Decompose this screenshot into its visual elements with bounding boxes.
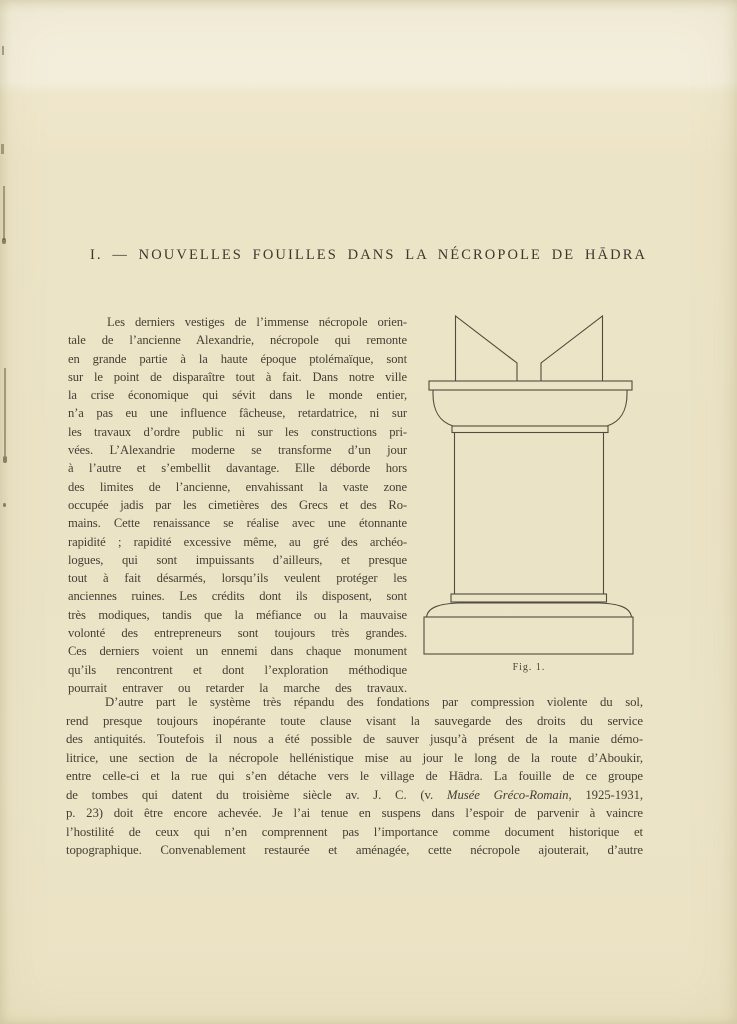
altar-fillet-shape xyxy=(452,426,608,433)
figure-caption: Fig. 1. xyxy=(512,662,546,673)
text-line xyxy=(68,368,407,386)
text-line xyxy=(68,587,407,605)
text-line xyxy=(66,693,643,712)
binding-stitch xyxy=(3,503,6,507)
text-line xyxy=(68,624,407,642)
text-segment: occupée jadis par les cimetières des Grecs et des Ro- xyxy=(68,497,407,512)
text-line xyxy=(66,823,643,842)
text-segment: rapidité ; rapidité excessive même, au gré des archéo- xyxy=(68,534,407,549)
text-segment: en grande partie à la haute époque ptolémaïque, sont xyxy=(68,351,407,366)
text-line xyxy=(66,730,643,749)
text-line xyxy=(66,767,643,786)
italic-citation: Musée Gréco-Romain xyxy=(446,787,569,802)
text-segment: mains. Cette renaissance se réalise avec une étonnante xyxy=(68,516,407,531)
text-segment: entre celle-ci et la rue qui s’en détache vers le village de Hādra. La fouille de ce groupe xyxy=(66,769,643,783)
text-segment: Les derniers vestiges de l’immense nécropole orien- xyxy=(107,315,407,329)
text-segment: p. 23) doit être encore achevée. Je l’ai tenue en suspens dans l’espoir de parvenir à vaincre xyxy=(66,806,643,820)
text-line xyxy=(68,459,407,477)
text-line xyxy=(68,423,407,441)
text-line xyxy=(68,606,407,624)
altar-cushion-shape xyxy=(427,603,632,617)
text-segment: qu’ils rencontrent et dont l’exploration méthodique xyxy=(68,662,407,677)
text-line xyxy=(68,496,407,514)
text-line xyxy=(66,786,643,805)
altar-slab-shape xyxy=(429,381,632,390)
text-line xyxy=(68,551,407,569)
text-segment: tout à fait désarmés, lorsqu’ils veulent protéger les xyxy=(68,571,407,586)
page-title: I. — NOUVELLES FOUILLES DANS LA NÉCROPOLE DE HĀDRA xyxy=(89,247,648,263)
text-segment: pourrait entraver ou retarder la marche des travaux. xyxy=(68,680,407,695)
text-segment: des antiquités. Toutefois il nous a été possible de sauver jusqu’à présent de la manie démo- xyxy=(66,732,643,746)
altar-horn-right-shape xyxy=(541,316,603,381)
text-line xyxy=(68,404,407,422)
body-paragraph xyxy=(66,693,643,860)
text-line xyxy=(68,569,407,587)
text-line xyxy=(66,749,643,768)
altar-cavetto-right-shape xyxy=(607,390,627,426)
text-line xyxy=(66,804,643,823)
text-segment: à l’autre et s’embellit davantage. Elle déborde hors xyxy=(68,461,407,476)
text-segment: anciennes ruines. Les crédits dont ils disposent, sont xyxy=(68,589,407,604)
text-segment: rend presque toujours inopérante toute clause visant la sauvegarde des droits du service xyxy=(66,713,643,728)
text-segment: les travaux d’ordre public ni sur les constructions pri- xyxy=(68,424,407,439)
text-line xyxy=(68,642,407,660)
left-text-column xyxy=(68,313,407,697)
text-segment: sur le point de disparaître tout à fait. Dans notre ville xyxy=(68,369,407,384)
text-segment: topographique. Convenablement restaurée et aménagée, cette nécropole ajouterait, d’autre xyxy=(66,843,643,857)
text-segment: n’a pas eu une influence fâcheuse, retardatrice, ni sur xyxy=(68,406,407,421)
text-line xyxy=(68,533,407,551)
text-segment: des limites de l’ancienne, envahissant la vaste zone xyxy=(68,479,407,494)
text-segment: tale de l’ancienne Alexandrie, nécropole qui remonte xyxy=(68,333,407,348)
text-line xyxy=(68,386,407,404)
figure-altar-drawing xyxy=(420,310,638,660)
binding-stitch xyxy=(2,238,6,244)
text-segment: volonté des entrepreneurs sont toujours très grandes. xyxy=(68,626,407,641)
binding-stitch xyxy=(4,368,6,456)
text-segment: D’autre part le système très répandu des fondations par compression violente du sol, xyxy=(105,695,643,709)
text-line xyxy=(68,313,407,331)
text-line xyxy=(68,331,407,349)
binding-stitch xyxy=(1,144,4,154)
text-segment: la crise économique qui sévit dans le monde entier, xyxy=(68,388,407,403)
text-line xyxy=(68,441,407,459)
text-segment: logues, qui sont impuissants d’ailleurs, et presque xyxy=(68,552,407,567)
text-segment: , 1925-1931, xyxy=(568,787,643,802)
altar-base-shape xyxy=(424,617,633,654)
text-segment: Ces derniers voient un ennemi dans chaque monument xyxy=(68,644,407,659)
binding-stitch xyxy=(3,456,7,463)
binding-stitch xyxy=(2,46,4,55)
text-line xyxy=(68,661,407,679)
text-line xyxy=(68,478,407,496)
altar-cavetto-left-shape xyxy=(433,390,453,426)
altar-horn-left-shape xyxy=(456,316,518,381)
text-segment: de tombes qui datent du troisième siècle av. J. C. (v. xyxy=(66,787,447,802)
text-line xyxy=(68,350,407,368)
text-segment: litrice, une section de la nécropole hellénistique mise au jour le long de la route d’Aboukir, xyxy=(66,750,643,765)
text-line xyxy=(66,712,643,731)
text-line xyxy=(66,841,643,860)
text-line xyxy=(68,514,407,532)
binding-stitch xyxy=(3,186,5,240)
text-segment: l’hostilité de ceux qui n’en comprennent pas l’importance comme document historique et xyxy=(66,824,643,839)
altar-plinth-shape xyxy=(451,594,607,602)
text-segment: très modiques, tandis que la méfiance ou la mauvaise xyxy=(68,607,407,622)
text-segment: vées. L’Alexandrie moderne se transforme d’un jour xyxy=(68,443,407,458)
